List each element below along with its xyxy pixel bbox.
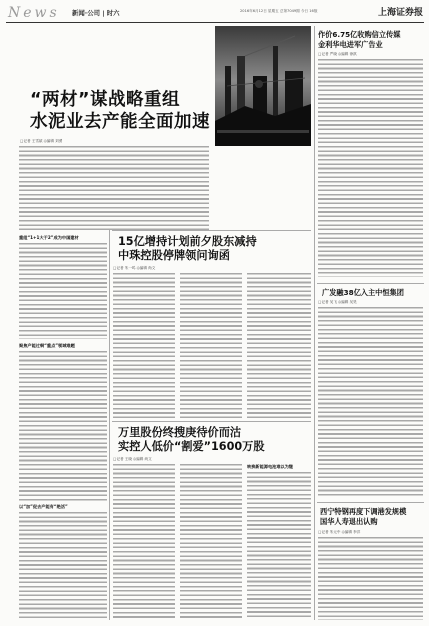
article3-subhead: 转换新能源电池难以为继 bbox=[247, 464, 294, 469]
article2-byline: □记者 朱一鸣 ◎编辑 尚文 bbox=[113, 266, 156, 270]
article3-body-text-col bbox=[113, 464, 175, 620]
section-rule bbox=[112, 230, 311, 231]
main-body-text-block bbox=[19, 512, 107, 620]
article5-byline: □记者 吴飞 ◎编辑 吴昊 bbox=[318, 300, 357, 304]
newspaper-brand: 上海证券报 bbox=[377, 8, 423, 18]
article2-body-text-col bbox=[247, 273, 311, 418]
article6-headline-line2: 国华人寿退出认购 bbox=[320, 517, 378, 526]
article4-byline: □记者 严晓 ◎编辑 徐淇 bbox=[318, 52, 357, 56]
article3-byline: □记者 王晓 ◎编辑 尚文 bbox=[113, 457, 152, 461]
main-subhead-3: 以“加”促去产能有“绝活” bbox=[19, 504, 68, 509]
column-divider bbox=[314, 26, 315, 620]
article4-body-text bbox=[318, 59, 423, 277]
section-title: 新闻·公司 | 时六 bbox=[72, 9, 120, 17]
cement-plant-photo bbox=[215, 26, 311, 146]
masthead-rule bbox=[6, 22, 424, 23]
article2-body-text-col bbox=[113, 273, 175, 418]
article6-headline-line1: 西宁特钢再度下调港发规模 bbox=[320, 507, 407, 516]
main-headline-line1: “两材”谋战略重组 bbox=[30, 90, 181, 110]
article2-headline-line2: 中珠控股停牌领问询函 bbox=[118, 249, 230, 262]
section-rule bbox=[317, 283, 424, 284]
main-body-text-block bbox=[19, 243, 107, 339]
section-rule bbox=[317, 502, 424, 503]
section-rule bbox=[112, 421, 311, 422]
section-logo-news: News bbox=[8, 5, 60, 21]
column-divider bbox=[109, 230, 110, 620]
main-body-text-block bbox=[19, 146, 209, 232]
article6-body-text bbox=[318, 537, 423, 620]
article4-headline-line2: 金利华电进军广告业 bbox=[318, 40, 383, 49]
main-headline-line2: 水泥业去产能全面加速 bbox=[30, 112, 210, 132]
article2-body-text-col bbox=[180, 273, 242, 418]
main-subhead-2: 聚焦产能过剩“重点”领域难题 bbox=[19, 343, 75, 348]
article5-headline: 广发融38亿入主中恒集团 bbox=[322, 288, 404, 297]
article5-body-text bbox=[318, 307, 423, 497]
article6-byline: □记者 朱元中 ◎编辑 李洋 bbox=[318, 530, 361, 534]
issue-info: 2016年6月12日 星期五 总第7049期 今日 16版 bbox=[240, 9, 318, 13]
article3-body-text-col bbox=[180, 464, 242, 620]
main-body-text-block bbox=[19, 351, 107, 501]
article3-body-text-col bbox=[247, 472, 311, 620]
main-byline: □记者 王雪斌 ◎编辑 刘勇 bbox=[20, 139, 63, 143]
main-subhead-1: 重组“1+1大于2”成为中国建材 bbox=[19, 235, 79, 240]
article4-headline-line1: 作价6.75亿收购信立传媒 bbox=[318, 30, 401, 39]
article2-headline-line1: 15亿增持计划前夕股东减持 bbox=[118, 235, 257, 248]
article3-headline-line2: 实控人低价“割爱”1600万股 bbox=[118, 440, 265, 453]
article3-headline-line1: 万里股份终搜庚待价而沽 bbox=[118, 426, 242, 439]
